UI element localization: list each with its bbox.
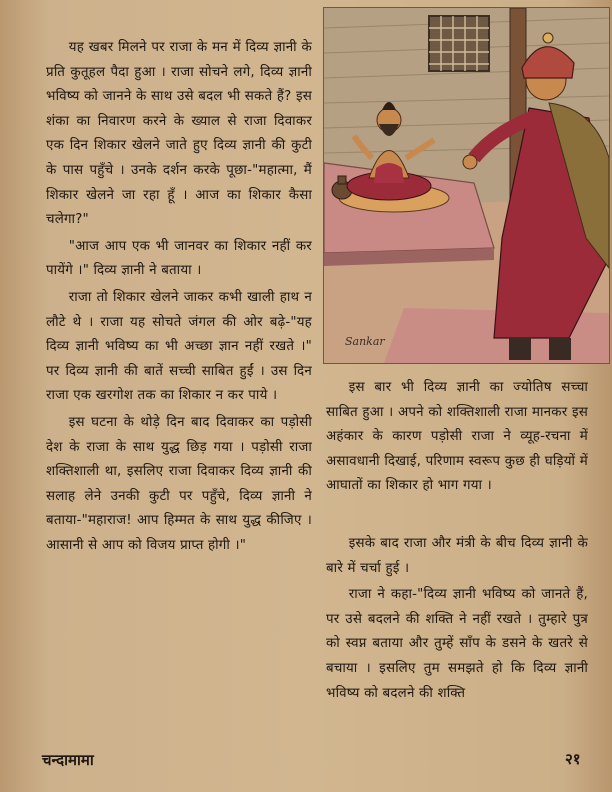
magazine-title: चन्दामामा [42, 751, 94, 769]
artist-signature: Sankar [345, 335, 385, 348]
left-text-column [46, 36, 312, 558]
illustration-drawing [324, 8, 609, 363]
right-text-column-top [326, 376, 588, 499]
lattice-window [429, 16, 489, 71]
paragraph: राजा ने कहा-"दिव्य ज्ञानी भविष्य को जानते हैं, पर उसे बदलने की शक्ति ने नहीं रखते । तुम्हारे पुत्र को स्वप्न बताया और तुम्हें साँप के डसने के खतरे से बचाया । इसलिए तुम समझते हो कि दिव्य ज्ञानी भविष्य को बदलने की शक्ति [326, 587, 588, 701]
paragraph: "आज आप एक भी जानवर का शिकार नहीं कर पायेंगे ।" दिव्य ज्ञानी ने बताया । [46, 238, 312, 279]
paragraph: इस घटना के थोड़े दिन बाद दिवाकर का पड़ोसी देश के राजा के साथ युद्ध छिड़ गया । पड़ोसी राजा शक्तिशाली था, इसलिए राजा दिवाकर दिव्य ज्ञानी की सलाह लेने उनकी कुटी पर पहुँचे, दिव्य ज्ञानी ने बताया-"महाराज! आप हिम्मत के साथ युद्ध कीजिए । आसानी से आप को विजय प्राप्त होगी ।" [46, 414, 312, 553]
paragraph: इसके बाद राजा और मंत्री के बीच दिव्य ज्ञानी के बारे में चर्चा हुई । [326, 536, 588, 576]
right-text-column-bottom [326, 532, 588, 706]
page-number: २१ [565, 750, 581, 768]
paragraph: राजा तो शिकार खेलने जाकर कभी खाली हाथ न लौटे थे । राजा यह सोचते जंगल की ओर बढ़े-"यह दिव्य ज्ञानी भविष्य का भी अच्छा ज्ञान नहीं रखते ।" पर दिव्य ज्ञानी की बातें सच्ची साबित हुईं । उस दिन राजा एक खरगोश तक का शिकार न कर पाये । [46, 289, 312, 404]
story-illustration [323, 7, 610, 364]
paragraph: यह खबर मिलने पर राजा के मन में दिव्य ज्ञानी के प्रति कुतूहल पैदा हुआ । राजा सोचने लगे, दिव्य ज्ञानी भविष्य को जानने के साथ उसे बदल भी सकते हैं? इस शंका का निवारण करने के ख्याल से राजा दिवाकर एक दिन शिकार खेलने जाते हुए दिव्य ज्ञानी की कुटी के पास पहुँचे । उनके दर्शन करके पूछा-"महात्मा, मैं शिकार खेलने जा रहा हूँ । आज का शिकार कैसा चलेगा?" [46, 40, 312, 228]
paragraph: इस बार भी दिव्य ज्ञानी का ज्योतिष सच्चा साबित हुआ । अपने को शक्तिशाली राजा मानकर इस अहंकार के कारण पड़ोसी राजा ने व्यूह-रचना में असावधानी दिखाई, परिणाम स्वरूप कुछ ही घड़ियों में आघातों का शिकार हो भाग गया । [326, 380, 588, 494]
